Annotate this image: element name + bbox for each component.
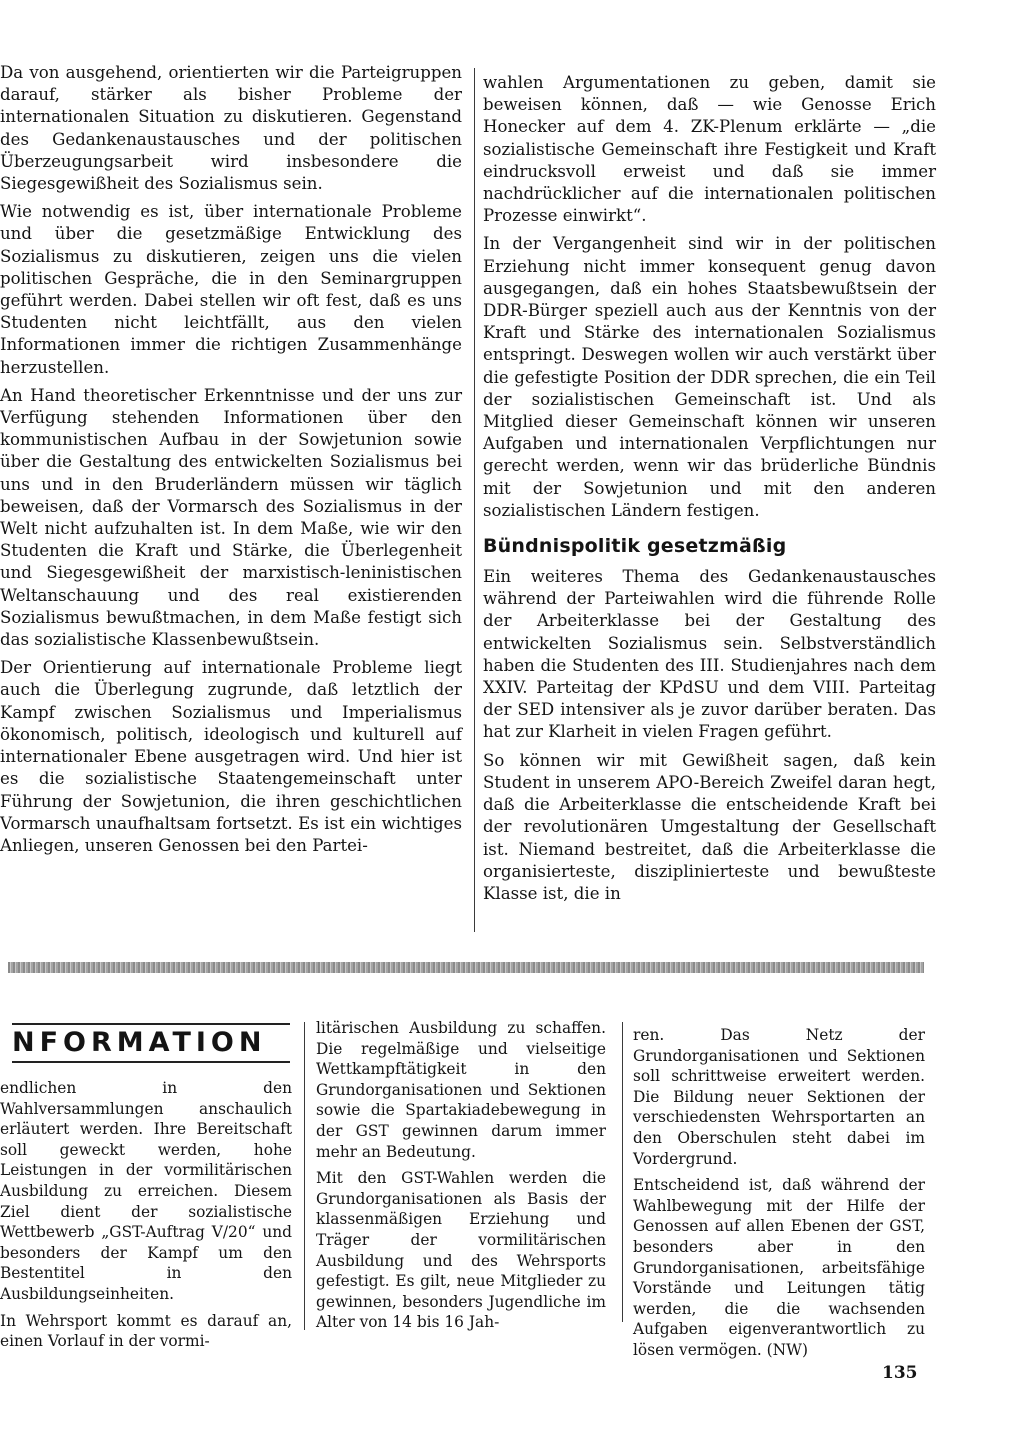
column-divider <box>474 68 475 932</box>
info-right-column <box>633 1025 925 1367</box>
info-middle-column <box>316 1018 606 1339</box>
information-box-title: NFORMATION <box>12 1023 290 1063</box>
upper-right-column <box>483 72 936 911</box>
paragraph: endlichen in den Wahlversammlungen anschaulich erläutert werden. Ihre Bereitschaft soll geweckt werden, hohe Leistungen in der vormilitärischen Ausbildung zu erreichen. Diesem Ziel dient der sozialistische Wettbewerb „GST-Auftrag V/20“ und besonders der Kampf um den Bestentitel in den Ausbildungseinheiten. <box>0 1079 292 1303</box>
paragraph: Wie notwendig es ist, über internationale Probleme und über die gesetzmäßige Entwicklung des Sozialismus zu diskutieren, zeigen uns die vielen politischen Gespräche, die in den Seminargruppen geführt werden. Dabei stellen wir oft fest, daß es uns Studenten nicht leichtfällt, aus den vielen Informationen immer die richtigen Zusammenhänge herzustellen. <box>0 202 462 377</box>
paragraph: In der Vergangenheit sind wir in der politischen Erziehung nicht immer konsequent genug davon ausgegangen, daß ein hohes Staatsbewußtsein der DDR-Bürger speziell auch aus der Kenntnis von der Kraft und Stärke des internationalen Sozialismus entspringt. Deswegen wollen wir auch verstärkt über die gefestigte Position der DDR sprechen, die ein Teil der sozialistischen Gemeinschaft ist. Und als Mitglied dieser Gemeinschaft können wir unseren Aufgaben und internationalen Verpflichtungen nur gerecht werden, wenn wir das brüderliche Bündnis mit der Sowjetunion und mit den anderen sozialistischen Ländern festigen. <box>483 234 936 520</box>
paragraph: ren. Das Netz der Grundorganisationen und Sektionen soll schrittweise erweitert werden. Die Bildung neuer Sektionen der verschiedensten Wehrsportarten an den Oberschulen steht dabei im Vordergrund. <box>633 1026 925 1168</box>
paragraph: In Wehrsport kommt es darauf an, einen Vorlauf in der vormi- <box>0 1311 292 1351</box>
page-number: 135 <box>882 1363 918 1383</box>
paragraph: litärischen Ausbildung zu schaffen. Die regelmäßige und vielseitige Wettkampftätigkeit in den Grundorganisationen und Sektionen sowie die Spartakiadebewegung in der GST gewinnen darum immer mehr an Bedeutung. <box>316 1019 606 1161</box>
paragraph: wahlen Argumentationen zu geben, damit sie beweisen können, daß — wie Genosse Erich Honecker auf dem 4. ZK-Plenum erklärte — „die sozialistische Gemeinschaft ihre Festigkeit und Kraft eindrucksvoll erweist und daß sie immer nachdrücklicher auf die internationalen politischen Prozesse einwirkt“. <box>483 73 936 226</box>
paragraph: Mit den GST-Wahlen werden die Grundorganisationen als Basis der klassenmäßigen Erziehung und Träger der vormilitärischen Ausbildung und des Wehrsports gefestigt. Es gilt, neue Mitglieder zu gewinnen, besonders Jugendliche im Alter von 14 bis 16 Jah- <box>316 1169 606 1332</box>
column-divider <box>622 1022 623 1322</box>
paragraph: Da von ausgehend, orientierten wir die Parteigruppen darauf, stärker als bisher Probleme der internationalen Situation zu diskutieren. Gegenstand des Gedankenaustausches und der politischen Überzeugungsarbeit wird insbesondere die Siegesgewißheit des Sozialismus sein. <box>0 63 462 194</box>
section-heading: Bündnispolitik gesetzmäßig <box>483 535 787 558</box>
column-divider <box>304 1022 305 1330</box>
paragraph: Ein weiteres Thema des Gedankenaustausches während der Parteiwahlen wird die führende Rolle der Arbeiterklasse bei der Gestaltung des entwickelten Sozialismus sein. Selbstverständlich haben die Studenten des III. Studienjahres nach dem XXIV. Parteitag der KPdSU und dem VIII. Parteitag der SED intensiver als je zuvor darüber beraten. Das hat zur Klarheit in vielen Fragen geführt. <box>483 567 936 742</box>
paragraph: So können wir mit Gewißheit sagen, daß kein Student in unserem APO-Bereich Zweifel daran hegt, daß die Arbeiterklasse die entscheidende Kraft bei der revolutionären Umgestaltung der Gesellschaft ist. Niemand bestreitet, daß die Arbeiterklasse die organisierteste, disziplinierteste und bewußteste Klasse ist, die in <box>483 750 936 903</box>
upper-left-column <box>0 62 462 863</box>
decorative-divider-band <box>8 962 924 973</box>
paragraph: An Hand theoretischer Erkenntnisse und der uns zur Verfügung stehenden Informationen über den kommunistischen Aufbau in der Sowjetunion sowie über die Gestaltung des entwickelten Sozialismus bei uns und in den Bruderländern müssen wir täglich beweisen, daß der Vormarsch des Sozialismus in der Welt nicht aufzuhalten ist. In dem Maße, wie wir den Studenten die Kraft und Stärke, die Überlegenheit und Siegesgewißheit der marxistisch-leninistischen Weltanschauung und des real existierenden Sozialismus bewußtmachen, in dem Maße festigt sich das sozialistische Klassenbewußtsein. <box>0 385 462 650</box>
info-left-column <box>0 1078 292 1358</box>
paragraph: Der Orientierung auf internationale Probleme liegt auch die Überlegung zugrunde, daß letztlich der Kampf zwischen Sozialismus und Imperialismus ökonomisch, politisch, ideologisch und kulturell auf internationaler Ebene ausgetragen wird. Und hier ist es die sozialistische Staatengemeinschaft unter Führung der Sowjetunion, die ihren geschichtlichen Vormarsch unaufhaltsam fortsetzt. Es ist ein wichtiges Anliegen, unseren Genossen bei den Partei- <box>0 658 462 855</box>
paragraph: Entscheidend ist, daß während der Wahlbewegung mit der Hilfe der Genossen auf allen Ebenen der GST, besonders aber in den Grundorganisationen, arbeitsfähige Vorstände und Leitungen tätig werden, die die wachsenden Aufgaben eigenverantwortlich zu lösen vermögen. (NW) <box>633 1176 925 1359</box>
